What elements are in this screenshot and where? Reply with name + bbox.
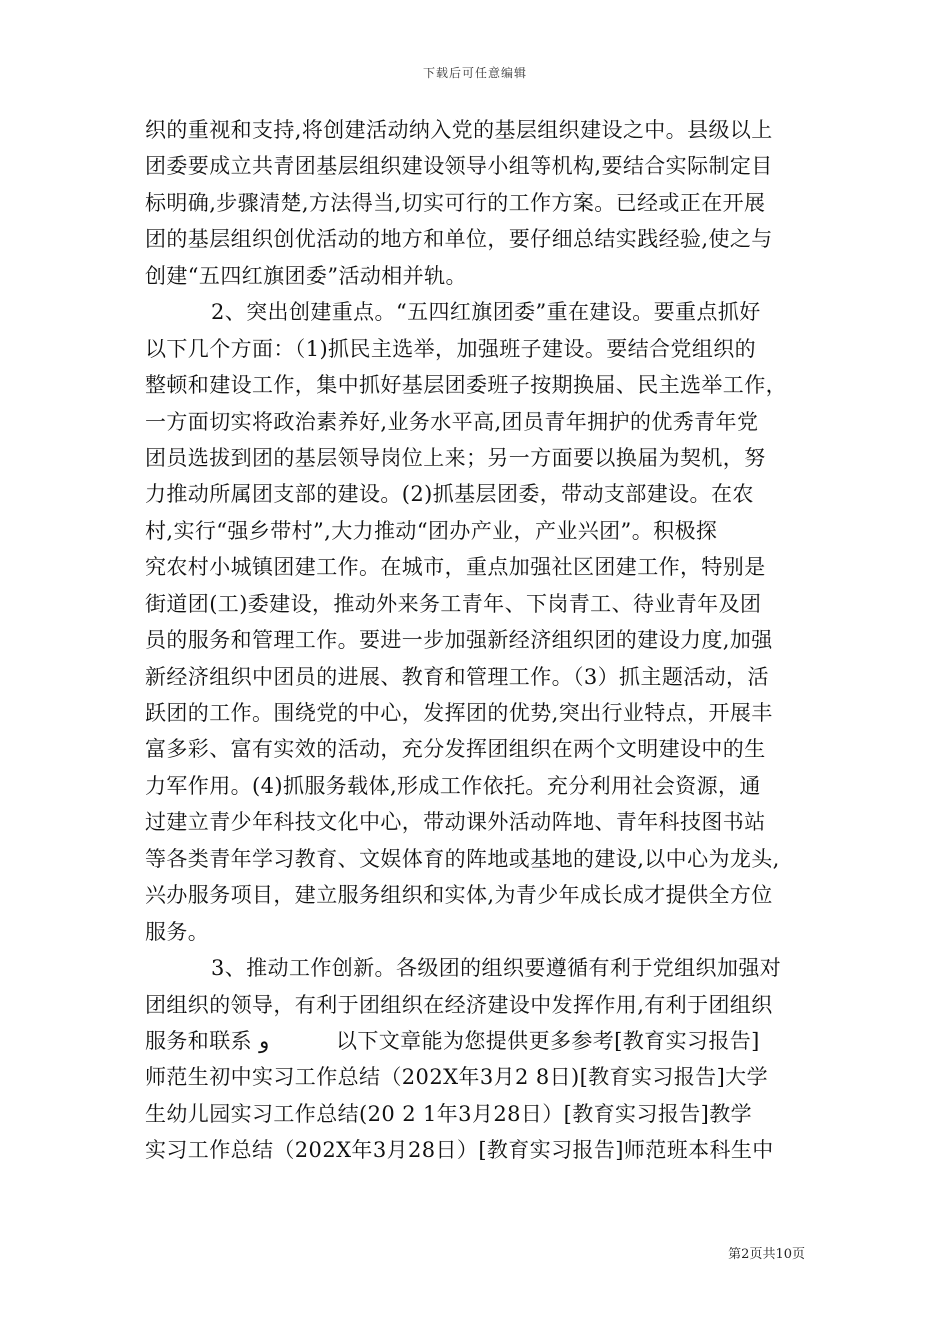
text-line: 团的基层组织创优活动的地方和单位，要仔细总结实践经验,使之与: [145, 227, 773, 252]
text-line: 团委要成立共青团基层组织建设领导小组等机构,要结合实际制定目: [145, 154, 773, 179]
text-line: 究农村小城镇团建工作。在城市，重点加强社区团建工作，特别是: [145, 555, 766, 580]
text-line: 织的重视和支持,将创建活动纳入党的基层组织建设之中。县级以上: [145, 118, 773, 142]
text-line: 标明确,步骤清楚,方法得当,切实可行的工作方案。已经或正在开展: [145, 190, 766, 215]
text-line: 等各类青年学习教育、文娱体育的阵地或基地的建设,以中心为龙头,: [145, 846, 780, 871]
text-line: 生幼儿园实习工作总结(20 2 1年3月28日）[教育实习报告]教学: [145, 1101, 753, 1126]
text-line: 整顿和建设工作，集中抓好基层团委班子按期换届、民主选举工作，: [145, 373, 787, 398]
text-line: 村,实行“强乡带村”,大力推动“团办产业，产业兴团”。积极探: [145, 518, 718, 543]
text-line: 过建立青少年科技文化中心，带动课外活动阵地、青年科技图书站: [145, 810, 766, 835]
paragraph-start-line: 3、推动工作创新。各级团的组织要遵循有利于党组织加强对: [211, 956, 782, 981]
text-line: 师范生初中实习工作总结（202X年3月2 8日)[教育实习报告]大学: [145, 1065, 768, 1090]
text-line: 跃团的工作。围绕党的中心，发挥团的优势,突出行业特点，开展丰: [145, 701, 773, 725]
text-line: 一方面切实将政治素养好,业务水平高,团员青年拥护的优秀青年党: [145, 409, 759, 434]
text-line: 富多彩、富有实效的活动，充分发挥团组织在两个文明建设中的生: [145, 737, 766, 762]
text-line: 服务和联系 و 以下文章能为您提供更多参考[教育实习报告]: [145, 1028, 760, 1053]
text-line: 团组织的领导，有利于团组织在经济建设中发挥作用,有利于团组织: [145, 992, 773, 1017]
page-number: 第2页共10页: [728, 1247, 805, 1262]
text-line: 员的服务和管理工作。要进一步加强新经济组织团的建设力度,加强: [145, 628, 773, 653]
text-line: 兴办服务项目，建立服务组织和实体,为青少年成长成才提供全方位: [145, 883, 773, 908]
text-line: 力推动所属团支部的建设。(2)抓基层团委，带动支部建设。在农: [145, 482, 754, 507]
text-line: 实习工作总结（202X年3月28日）[教育实习报告]师范班本科生中: [145, 1138, 774, 1163]
page-header: 下载后可任意编辑: [422, 66, 527, 80]
text-line: 街道团(工)委建设，推动外来务工青年、下岗青工、待业青年及团: [145, 591, 762, 616]
text-line: 创建“五四红旗团委”活动相并轨。: [145, 263, 467, 288]
document-body: [145, 112, 810, 1169]
text-line: 新经济组织中团员的进展、教育和管理工作。（3）抓主题活动，活: [145, 664, 769, 689]
paragraph-start-line: 2、突出创建重点。“五四红旗团委”重在建设。要重点抓好: [211, 300, 761, 325]
text-line: 服务。: [145, 919, 210, 944]
text-line: 以下几个方面：（1)抓民主选举，加强班子建设。要结合党组织的: [145, 336, 757, 361]
text-line: 团员选拔到团的基层领导岗位上来；另一方面要以换届为契机，努: [145, 445, 766, 470]
text-line: 力军作用。(4)抓服务载体,形成工作依托。充分利用社会资源，通: [145, 773, 761, 798]
